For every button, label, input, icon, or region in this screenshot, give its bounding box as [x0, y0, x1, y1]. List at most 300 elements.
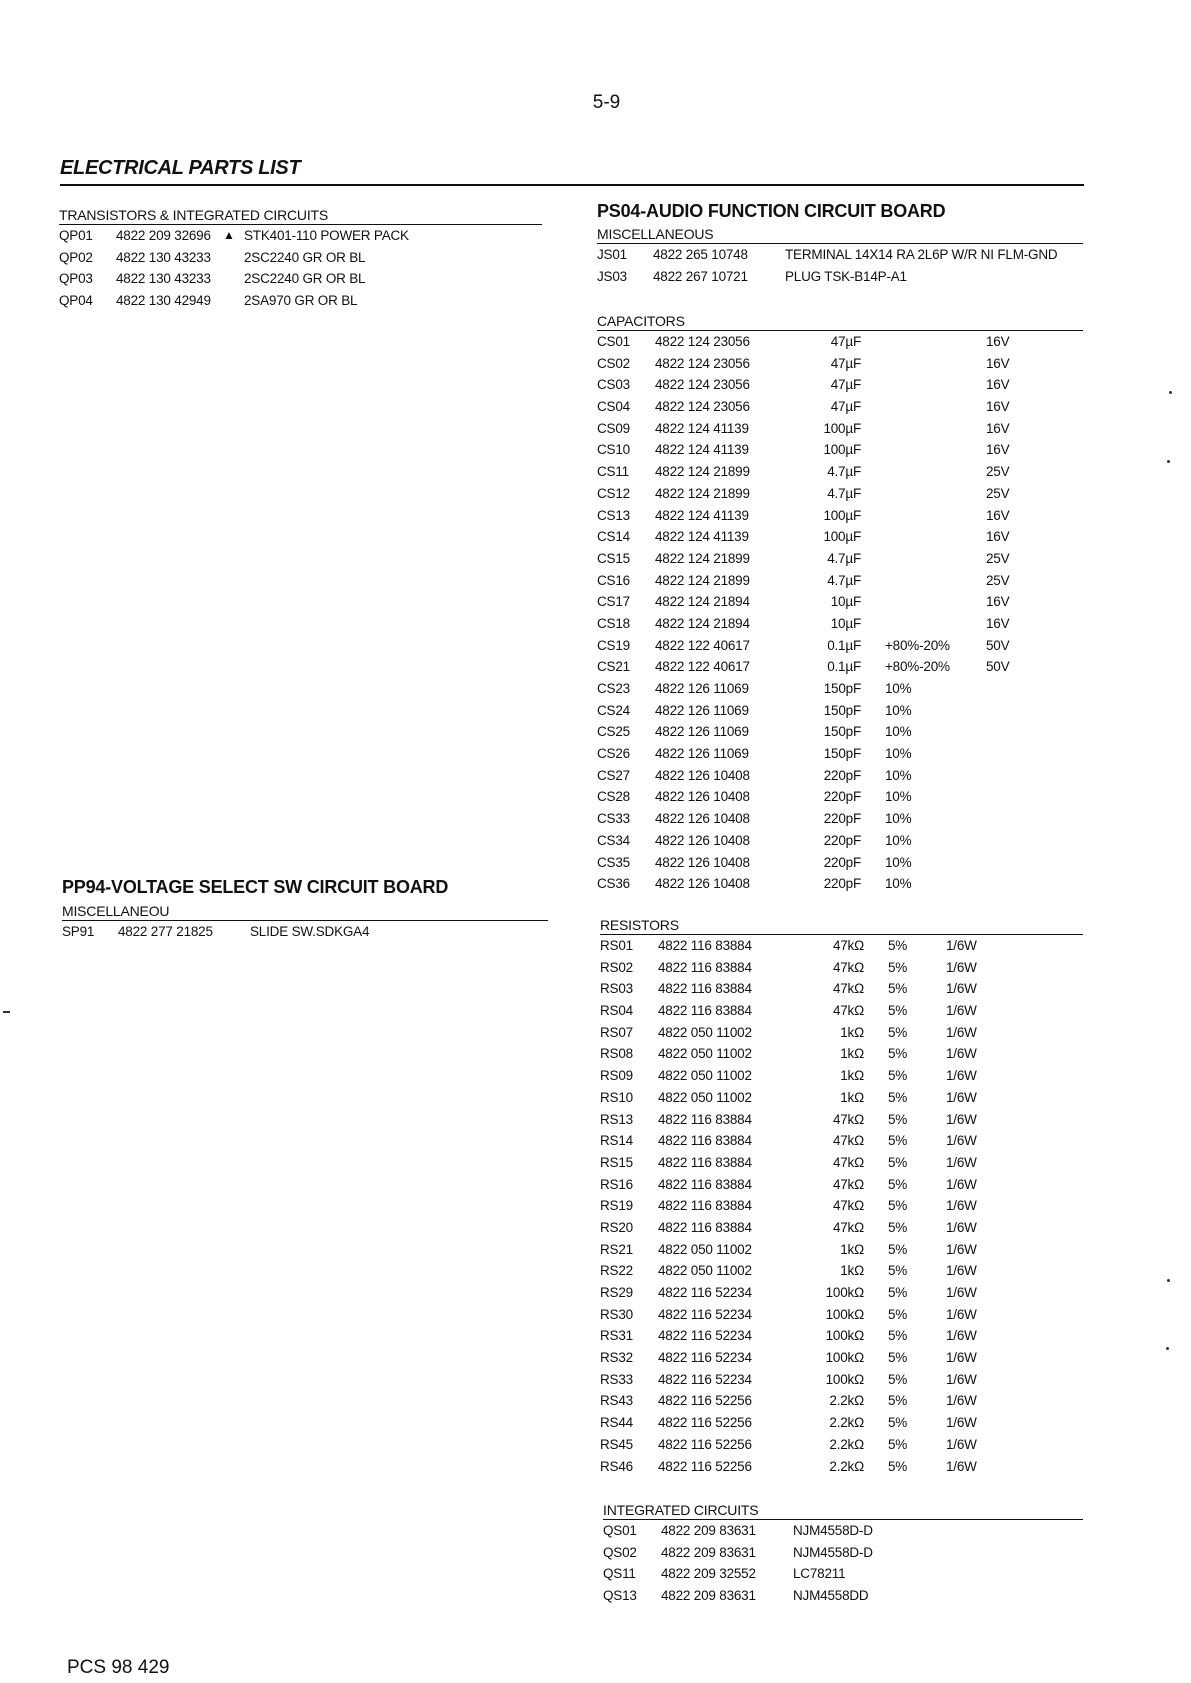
capacitor-row [597, 659, 1083, 681]
tolerance: 5% [888, 1263, 908, 1279]
tolerance: 5% [888, 1154, 908, 1170]
capacitor-row [597, 377, 1083, 399]
resistance: 1kΩ [840, 1089, 864, 1105]
resistors-section [600, 917, 1083, 1480]
capacitor-row [597, 551, 1083, 573]
tolerance: 5% [888, 1046, 908, 1062]
voltage-rating: 16V [986, 594, 1010, 610]
resistance: 47kΩ [832, 1198, 864, 1214]
voltage-rating: 16V [986, 529, 1010, 545]
capacitor-row [597, 746, 1083, 768]
capacitor-row [597, 334, 1083, 356]
part-number: 4822 124 23056 [655, 355, 750, 371]
tolerance: 10% [885, 876, 912, 892]
part-number: 4822 124 23056 [655, 399, 750, 415]
power-rating: 1/6W [946, 1111, 977, 1127]
capacitance: 4.7µF [827, 485, 861, 501]
tolerance: 10% [885, 789, 912, 805]
ref-code: RS32 [600, 1350, 633, 1366]
voltage-rating: 25V [986, 464, 1010, 480]
part-number: 4822 126 11069 [655, 681, 749, 696]
part-row [59, 250, 542, 272]
part-row [59, 271, 542, 293]
ref-code: QP01 [59, 228, 93, 243]
resistor-row [600, 1112, 1083, 1134]
scan-speck [1167, 460, 1170, 463]
voltage-rating: 16V [986, 507, 1010, 523]
ref-code: CS27 [597, 767, 630, 783]
description: 2SA970 GR OR BL [244, 293, 358, 309]
capacitor-row [597, 529, 1083, 551]
integrated-circuit-list [603, 1520, 1083, 1610]
ref-code: RS07 [600, 1024, 633, 1040]
part-number: 4822 209 83631 [661, 1588, 756, 1604]
tolerance: 5% [888, 1111, 908, 1127]
tolerance: 5% [888, 1176, 908, 1192]
resistance: 1kΩ [840, 1068, 864, 1084]
capacitor-row [597, 768, 1083, 790]
description: NJM4558DD [793, 1588, 869, 1604]
ref-code: SP91 [62, 924, 95, 939]
description: SLIDE SW.SDKGA4 [250, 924, 370, 939]
capacitance: 220pF [823, 789, 861, 805]
part-number: 4822 126 10408 [655, 854, 750, 870]
tolerance: 5% [888, 1436, 908, 1452]
capacitor-row [597, 724, 1083, 746]
ref-code: CS19 [597, 637, 630, 653]
capacitor-row [597, 789, 1083, 811]
part-number: 4822 116 52256 [658, 1393, 752, 1409]
ref-code: QS01 [603, 1523, 637, 1538]
part-number: 4822 126 11069 [655, 746, 749, 762]
resistor-row [600, 1068, 1083, 1090]
tolerance: 10% [885, 811, 912, 827]
resistance: 47kΩ [832, 1219, 864, 1235]
capacitance: 150pF [823, 681, 861, 696]
ref-code: CS13 [597, 507, 630, 523]
power-rating: 1/6W [946, 959, 977, 975]
resistance: 47kΩ [832, 1154, 864, 1170]
part-row [603, 1523, 1083, 1545]
description: NJM4558D-D [793, 1523, 873, 1538]
part-row [597, 269, 1083, 291]
resistance: 1kΩ [840, 1024, 864, 1040]
tolerance: 5% [888, 981, 908, 997]
resistors-heading: RESISTORS [600, 917, 1083, 935]
voltage-rating: 16V [986, 420, 1010, 436]
capacitor-row [597, 616, 1083, 638]
resistance: 100kΩ [825, 1285, 864, 1300]
capacitor-row [597, 399, 1083, 421]
capacitance: 4.7µF [827, 464, 861, 480]
capacitance: 4.7µF [827, 550, 861, 566]
ref-code: CS21 [597, 659, 630, 675]
capacitor-row [597, 421, 1083, 443]
part-row [603, 1566, 1083, 1588]
resistance: 47kΩ [832, 1003, 864, 1019]
part-number: 4822 050 11002 [658, 1068, 752, 1084]
resistor-row [600, 1155, 1083, 1177]
ref-code: QP02 [59, 249, 93, 265]
capacitor-row [597, 833, 1083, 855]
resistor-row [600, 1459, 1083, 1481]
integrated-circuits-heading: INTEGRATED CIRCUITS [603, 1502, 1083, 1520]
part-number: 4822 267 10721 [653, 268, 748, 284]
resistance: 2.2kΩ [829, 1458, 864, 1474]
resistance: 2.2kΩ [829, 1436, 864, 1452]
part-number: 4822 116 83884 [658, 1133, 752, 1149]
resistor-row [600, 1372, 1083, 1394]
ref-code: CS18 [597, 615, 630, 631]
capacitance: 150pF [823, 702, 861, 718]
resistor-row [600, 1393, 1083, 1415]
ref-code: RS30 [600, 1306, 633, 1322]
ref-code: CS24 [597, 702, 630, 718]
capacitance: 10µF [830, 594, 861, 610]
capacitor-row [597, 638, 1083, 660]
description: LC78211 [793, 1566, 846, 1582]
capacitance: 0.1µF [827, 637, 861, 653]
voltage-rating: 16V [986, 334, 1010, 349]
capacitance: 150pF [823, 746, 861, 762]
power-rating: 1/6W [946, 1089, 977, 1105]
description: NJM4558D-D [793, 1544, 873, 1560]
capacitor-row [597, 855, 1083, 877]
resistor-row [600, 1177, 1083, 1199]
power-rating: 1/6W [946, 1046, 977, 1062]
part-number: 4822 116 52234 [658, 1350, 752, 1366]
resistor-row [600, 1307, 1083, 1329]
part-number: 4822 050 11002 [658, 1241, 752, 1257]
resistor-row [600, 1198, 1083, 1220]
resistance: 1kΩ [840, 1241, 864, 1257]
ref-code: RS21 [600, 1241, 633, 1257]
power-rating: 1/6W [946, 1285, 977, 1300]
pp94-misc-heading: MISCELLANEOU [62, 903, 548, 921]
power-rating: 1/6W [946, 1263, 977, 1279]
power-rating: 1/6W [946, 1328, 977, 1344]
part-number: 4822 116 83884 [658, 1198, 752, 1214]
transistors-section [59, 207, 542, 315]
ps04-section [597, 201, 1083, 290]
resistance: 100kΩ [825, 1306, 864, 1322]
ref-code: CS26 [597, 746, 630, 762]
part-number: 4822 050 11002 [658, 1089, 752, 1105]
capacitor-row [597, 703, 1083, 725]
description: PLUG TSK-B14P-A1 [785, 268, 907, 284]
part-number: 4822 050 11002 [658, 1263, 752, 1279]
capacitor-row [597, 876, 1083, 898]
power-rating: 1/6W [946, 1024, 977, 1040]
power-rating: 1/6W [946, 1219, 977, 1235]
capacitance: 220pF [823, 811, 861, 827]
resistor-row [600, 1003, 1083, 1025]
ref-code: CS36 [597, 876, 630, 892]
resistor-row [600, 1263, 1083, 1285]
tolerance: +80%-20% [885, 637, 950, 653]
power-rating: 1/6W [946, 1154, 977, 1170]
tolerance: 5% [888, 1306, 908, 1322]
tolerance: 5% [888, 1371, 908, 1387]
tolerance: 5% [888, 1089, 908, 1105]
capacitance: 100µF [823, 507, 861, 523]
capacitor-row [597, 486, 1083, 508]
part-number: 4822 122 40617 [655, 659, 750, 675]
capacitance: 0.1µF [827, 659, 861, 675]
resistance: 47kΩ [832, 959, 864, 975]
ps04-board-title: PS04-AUDIO FUNCTION CIRCUIT BOARD [597, 201, 946, 221]
ref-code: RS43 [600, 1393, 633, 1409]
tolerance: 5% [888, 1024, 908, 1040]
ref-code: RS03 [600, 981, 633, 997]
ref-code: RS16 [600, 1176, 633, 1192]
ref-code: JS03 [597, 268, 627, 284]
capacitors-heading: CAPACITORS [597, 313, 1083, 331]
part-row [603, 1545, 1083, 1567]
tolerance: 5% [888, 1198, 908, 1214]
part-number: 4822 124 41139 [655, 507, 749, 523]
ref-code: RS29 [600, 1285, 633, 1300]
resistor-list [600, 935, 1083, 1480]
tolerance: 5% [888, 1003, 908, 1019]
power-rating: 1/6W [946, 1371, 977, 1387]
description: TERMINAL 14X14 RA 2L6P W/R NI FLM-GND [785, 247, 1058, 262]
description: STK401-110 POWER PACK [244, 228, 409, 243]
tolerance: 5% [888, 1241, 908, 1257]
power-rating: 1/6W [946, 1176, 977, 1192]
part-number: 4822 209 83631 [661, 1523, 756, 1538]
capacitance: 220pF [823, 832, 861, 848]
part-number: 4822 209 32696 [116, 228, 211, 243]
page-number: 5-9 [592, 92, 621, 113]
part-number: 4822 116 52234 [658, 1371, 752, 1387]
resistor-row [600, 1242, 1083, 1264]
ref-code: RS14 [600, 1133, 633, 1149]
ref-code: CS12 [597, 485, 630, 501]
resistance: 2.2kΩ [829, 1393, 864, 1409]
resistor-row [600, 1328, 1083, 1350]
capacitance: 4.7µF [827, 572, 861, 588]
resistor-row [600, 1046, 1083, 1068]
capacitance: 47µF [830, 399, 861, 415]
part-number: 4822 124 21899 [655, 572, 750, 588]
part-number: 4822 116 83884 [658, 1219, 752, 1235]
resistor-row [600, 1025, 1083, 1047]
part-number: 4822 124 21894 [655, 594, 750, 610]
ref-code: CS34 [597, 832, 630, 848]
capacitor-row [597, 356, 1083, 378]
part-row [603, 1588, 1083, 1610]
tolerance: 5% [888, 1350, 908, 1366]
ref-code: RS04 [600, 1003, 633, 1019]
part-number: 4822 126 10408 [655, 811, 750, 827]
part-number: 4822 050 11002 [658, 1024, 752, 1040]
part-number: 4822 126 11069 [655, 702, 749, 718]
ref-code: RS02 [600, 959, 633, 975]
ref-code: QP03 [59, 271, 93, 287]
part-number: 4822 124 23056 [655, 377, 750, 393]
resistor-row [600, 938, 1083, 960]
ref-code: RS08 [600, 1046, 633, 1062]
part-row [597, 247, 1083, 269]
footer-document-code: PCS 98 429 [67, 1657, 170, 1678]
tolerance: 5% [888, 1415, 908, 1431]
part-number: 4822 126 10408 [655, 876, 750, 892]
part-number: 4822 124 21899 [655, 464, 750, 480]
ref-code: CS11 [597, 464, 629, 480]
voltage-rating: 50V [986, 637, 1010, 653]
tolerance: 10% [885, 681, 912, 696]
part-number: 4822 124 21894 [655, 615, 750, 631]
part-number: 4822 130 43233 [116, 271, 211, 287]
power-rating: 1/6W [946, 1393, 977, 1409]
part-number: 4822 126 10408 [655, 832, 750, 848]
capacitance: 47µF [830, 355, 861, 371]
part-number: 4822 124 23056 [655, 334, 750, 349]
tolerance: 10% [885, 746, 912, 762]
power-rating: 1/6W [946, 1241, 977, 1257]
pp94-section [62, 877, 548, 946]
part-number: 4822 116 83884 [658, 1111, 752, 1127]
voltage-rating: 25V [986, 550, 1010, 566]
ref-code: CS23 [597, 681, 630, 696]
tolerance: 10% [885, 724, 912, 740]
resistor-row [600, 1415, 1083, 1437]
capacitor-list [597, 331, 1083, 898]
part-number: 4822 116 52234 [658, 1306, 752, 1322]
tolerance: 5% [888, 1219, 908, 1235]
description: 2SC2240 GR OR BL [244, 249, 366, 265]
ref-code: RS09 [600, 1068, 633, 1084]
part-number: 4822 116 52234 [658, 1328, 752, 1344]
ref-code: JS01 [597, 247, 627, 262]
part-number: 4822 122 40617 [655, 637, 750, 653]
capacitance: 220pF [823, 767, 861, 783]
power-rating: 1/6W [946, 1068, 977, 1084]
ps04-misc-heading: MISCELLANEOUS [597, 226, 1083, 244]
ref-code: CS25 [597, 724, 630, 740]
capacitance: 10µF [830, 615, 861, 631]
part-number: 4822 116 52256 [658, 1436, 752, 1452]
ref-code: QS11 [603, 1566, 636, 1582]
part-number: 4822 116 83884 [658, 1176, 752, 1192]
capacitor-row [597, 442, 1083, 464]
part-number: 4822 116 52256 [658, 1415, 752, 1431]
tolerance: 10% [885, 832, 912, 848]
transistor-list [59, 225, 542, 315]
resistance: 47kΩ [832, 1111, 864, 1127]
part-number: 4822 209 32552 [661, 1566, 756, 1582]
power-rating: 1/6W [946, 1003, 977, 1019]
resistor-row [600, 960, 1083, 982]
ref-code: RS10 [600, 1089, 633, 1105]
tolerance: 5% [888, 1068, 908, 1084]
capacitance: 150pF [823, 724, 861, 740]
ref-code: RS33 [600, 1371, 633, 1387]
ref-code: CS35 [597, 854, 630, 870]
resistance: 1kΩ [840, 1046, 864, 1062]
ref-code: QS02 [603, 1544, 637, 1560]
power-rating: 1/6W [946, 1415, 977, 1431]
capacitance: 220pF [823, 876, 861, 892]
tolerance: +80%-20% [885, 659, 950, 675]
power-rating: 1/6W [946, 1306, 977, 1322]
document-title: ELECTRICAL PARTS LIST [60, 157, 301, 179]
voltage-rating: 16V [986, 442, 1010, 458]
power-rating: 1/6W [946, 1198, 977, 1214]
ref-code: CS15 [597, 550, 630, 566]
part-number: 4822 124 41139 [655, 420, 749, 436]
resistance: 100kΩ [825, 1328, 864, 1344]
scan-speck [1167, 1279, 1170, 1282]
power-rating: 1/6W [946, 981, 977, 997]
ref-code: CS14 [597, 529, 630, 545]
capacitance: 47µF [830, 334, 861, 349]
resistance: 47kΩ [832, 981, 864, 997]
capacitor-row [597, 594, 1083, 616]
ref-code: CS04 [597, 399, 630, 415]
resistor-row [600, 1437, 1083, 1459]
ref-code: RS44 [600, 1415, 633, 1431]
capacitance: 47µF [830, 377, 861, 393]
voltage-rating: 25V [986, 485, 1010, 501]
tolerance: 5% [888, 938, 908, 953]
part-number: 4822 124 21899 [655, 550, 750, 566]
capacitor-row [597, 811, 1083, 833]
tolerance: 5% [888, 1133, 908, 1149]
part-number: 4822 116 83884 [658, 1003, 752, 1019]
resistance: 47kΩ [832, 938, 864, 953]
power-rating: 1/6W [946, 1133, 977, 1149]
capacitors-section [597, 313, 1083, 898]
power-rating: 1/6W [946, 1458, 977, 1474]
pp94-misc-list [62, 921, 548, 946]
ref-code: RS20 [600, 1219, 633, 1235]
ref-code: QS13 [603, 1588, 637, 1604]
ref-code: RS19 [600, 1198, 633, 1214]
capacitor-row [597, 573, 1083, 595]
voltage-rating: 16V [986, 399, 1010, 415]
scan-speck [1169, 391, 1172, 394]
part-number: 4822 116 83884 [658, 981, 752, 997]
ref-code: RS15 [600, 1154, 633, 1170]
voltage-rating: 16V [986, 377, 1010, 393]
part-number: 4822 116 83884 [658, 1154, 752, 1170]
scan-speck [1166, 1347, 1169, 1350]
safety-warning-icon: ▲ [223, 228, 235, 242]
tolerance: 5% [888, 1285, 908, 1300]
capacitor-row [597, 508, 1083, 530]
voltage-rating: 50V [986, 659, 1010, 675]
ref-code: CS16 [597, 572, 630, 588]
integrated-circuits-section [603, 1502, 1083, 1610]
capacitance: 220pF [823, 854, 861, 870]
tolerance: 10% [885, 854, 912, 870]
ref-code: RS13 [600, 1111, 633, 1127]
part-number: 4822 124 21899 [655, 485, 750, 501]
ref-code: CS33 [597, 811, 630, 827]
part-row [59, 228, 542, 250]
part-number: 4822 277 21825 [118, 924, 213, 939]
tolerance: 10% [885, 767, 912, 783]
resistance: 100kΩ [825, 1371, 864, 1387]
voltage-rating: 16V [986, 615, 1010, 631]
capacitance: 100µF [823, 442, 861, 458]
part-number: 4822 124 41139 [655, 442, 749, 458]
resistor-row [600, 1285, 1083, 1307]
tolerance: 10% [885, 702, 912, 718]
ref-code: RS22 [600, 1263, 633, 1279]
